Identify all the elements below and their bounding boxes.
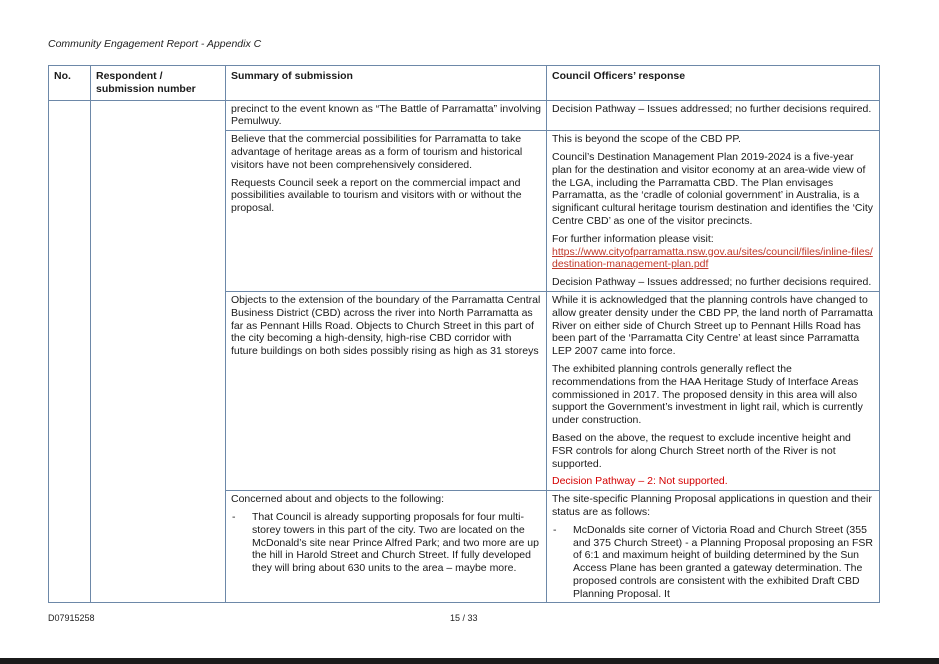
- cell-summary: [226, 131, 547, 292]
- response-text: While it is acknowledged that the planning controls have changed to allow greater density under the CBD PP, the land north of Parramatta River on either side of Church Street up to Pennant Hills Road has been part of the ‘Parramatta City Centre’ at least since Parramatta LEP 2007 came into force.: [552, 293, 873, 358]
- cell-summary: [226, 100, 547, 131]
- table-header-row: [49, 66, 880, 101]
- cell-respondent: [91, 100, 226, 603]
- cell-summary: [226, 291, 547, 490]
- column-header-no: No.: [49, 66, 91, 101]
- response-text: The site-specific Planning Proposal applications in question and their status are as follows:: [552, 493, 872, 518]
- list-item: - That Council is already supporting proposals for four multi-storey towers in this part of the city. Two are located on the McDonald’s site near Prince Alfred Park; and two more are up the hill in Harold Street and Church Street. If fully developed they will bring about 630 units to the area – maybe more.: [231, 511, 541, 575]
- response-text: This is beyond the scope of the CBD PP.: [552, 133, 741, 146]
- bottom-border: [0, 658, 939, 664]
- summary-text: Requests Council seek a report on the commercial impact and possibilities available to tourism and visitors with or without the proposal.: [231, 176, 522, 215]
- summary-text: Objects to the extension of the boundary of the Parramatta Central Business District (CBD) across the river into North Parramatta as far as Pennant Hills Road. Objects to Church Street in this part of the city becoming a high-density, high-rise CBD corridor with future buildings on both sides possibly rising as high as 31 storeys: [231, 293, 541, 358]
- table-row: [49, 100, 880, 131]
- summary-text: precinct to the event known as “The Battle of Parramatta” involving Pemulwuy.: [231, 102, 541, 128]
- response-text: Based on the above, the request to exclude incentive height and FSR controls for along Church Street north of the River is not supported.: [552, 431, 851, 470]
- column-header-respondent: Respondent / submission number: [91, 66, 226, 101]
- summary-list: [231, 511, 541, 575]
- page-number: 15 / 33: [450, 613, 478, 623]
- page-header-title: Community Engagement Report - Appendix C: [48, 38, 262, 50]
- cell-summary: [226, 491, 547, 603]
- column-header-summary: Summary of submission: [226, 66, 547, 101]
- cell-no: [49, 100, 91, 603]
- summary-text: Believe that the commercial possibilities for Parramatta to take advantage of heritage areas as a form of tourism and historical visitors have not been comprehensively considered.: [231, 133, 523, 171]
- cell-response: [547, 131, 880, 292]
- further-info-label: For further information please visit:: [552, 232, 714, 245]
- decision-pathway: Decision Pathway – Issues addressed; no further decisions required.: [552, 276, 872, 289]
- response-list: [552, 524, 874, 601]
- response-text: The exhibited planning controls generally reflect the recommendations from the HAA Heritage Study of Interface Areas commissioned in 2017. The proposed density in this area will also support the Government’s investment in light rail, which is currently under construction.: [552, 362, 863, 427]
- response-text: [552, 233, 874, 271]
- decision-pathway: Decision Pathway – Issues addressed; no further decisions required.: [552, 102, 872, 115]
- destination-plan-link[interactable]: https://www.cityofparramatta.nsw.gov.au/sites/council/files/inline-files/destination-management-plan.pdf: [552, 245, 873, 271]
- response-text: Council’s Destination Management Plan 2019-2024 is a five-year plan for the destination and visitor economy at an area-wide view of the LGA, including the Parramatta CBD. The Plan envisages Parramatta, as the ‘cradle of colonial government’ in Australia, is a significant cultural heritage tourism destination and identifies the ‘City Centre CBD’ as one of the visitor precincts.: [552, 150, 874, 227]
- summary-text: Concerned about and objects to the following:: [231, 493, 445, 506]
- list-item: - McDonalds site corner of Victoria Road and Church Street (355 and 375 Church Street) - a Planning Proposal proposing an FSR of 6:1 and maximum height of building determined by the Sun Access Plane has been granted a gateway determination. The proposed controls are consistent with the exhibited Draft CBD Planning Proposal. It: [552, 524, 874, 601]
- cell-response: [547, 491, 880, 603]
- cell-response: [547, 100, 880, 131]
- column-header-response: Council Officers’ response: [547, 66, 880, 101]
- submissions-table: [48, 65, 880, 603]
- decision-pathway-not-supported: Decision Pathway – 2: Not supported.: [552, 475, 728, 488]
- document-id: D07915258: [48, 613, 95, 623]
- cell-response: [547, 291, 880, 490]
